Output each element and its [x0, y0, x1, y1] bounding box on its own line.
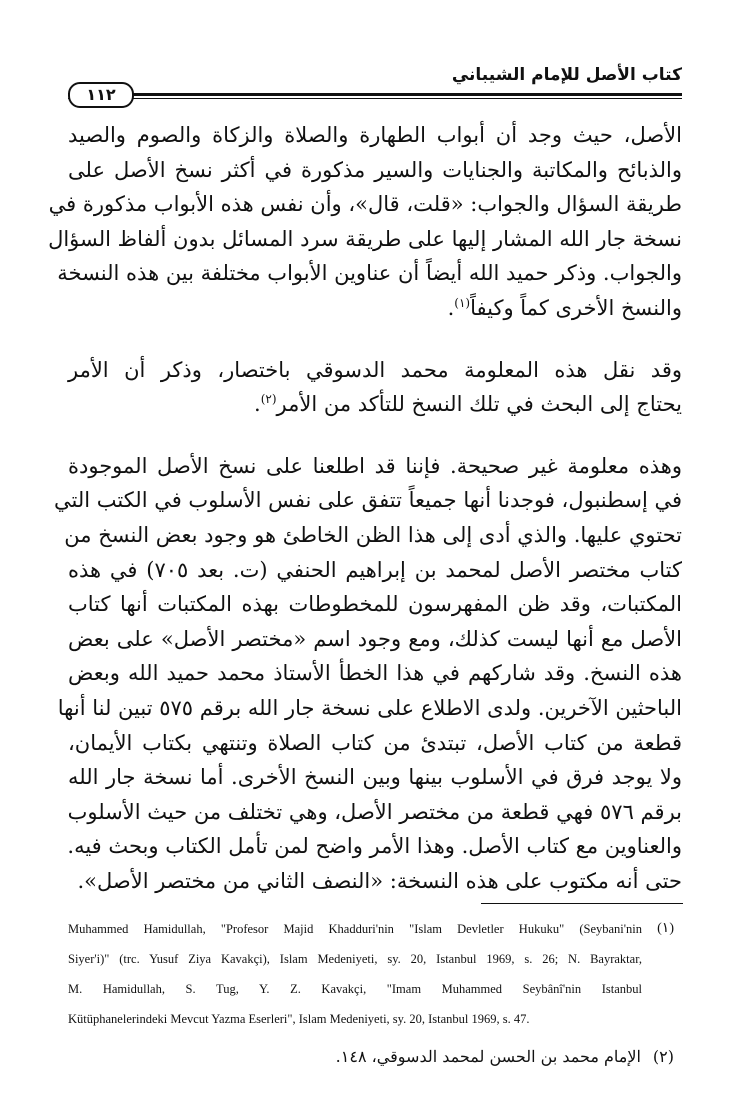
- text-line: والجواب. وذكر حميد الله أيضاً أن عناوين الأبواب مختلفة بين هذه النسخة: [57, 261, 682, 286]
- footnote-separator: [481, 903, 683, 904]
- footnote-2: [68, 1042, 682, 1072]
- text-line-content: والنسخ الأخرى كماً وكيفاً: [470, 295, 682, 320]
- footnote-text: الإمام محمد بن الحسن لمحمد الدسوقي، ١٤٨.: [335, 1047, 641, 1066]
- text-line: كتاب مختصر الأصل لمحمد بن إبراهيم الحنفي (ت. بعد ٧٠٥) في هذه: [68, 557, 683, 582]
- paragraph-3: [54, 449, 683, 899]
- text-line: [68, 387, 682, 422]
- footnote-line: Muhammed Hamidullah, "Profesor Majid Khadduri'nin "Islam Devletler Hukuku" (Seybani'nin: [68, 922, 642, 936]
- sentence-end: .: [254, 392, 261, 417]
- paragraph-2: [68, 353, 682, 422]
- text-line: الباحثين الآخرين. ولدى الاطلاع على نسخة جار الله برقم ٥٧٥ تبين لنا أنها: [57, 695, 682, 720]
- footnote-line: Kütüphanelerindeki Mevcut Yazma Eserleri", Islam Medeniyeti, sy. 20, Istanbul 1969, s. 47.: [68, 1012, 530, 1026]
- text-line: قطعة من كتاب الأصل، تبتدئ من كتاب الصلاة وتنتهي بكتاب الأيمان،: [68, 730, 682, 755]
- sentence-end: .: [447, 295, 455, 320]
- text-line: والعناوين مع كتاب الأصل. وهذا الأمر واضح لمن تأمل الكتاب وبحث فيه.: [67, 834, 682, 859]
- footnote-number: (١): [657, 921, 674, 936]
- text-line: برقم ٥٧٦ فهي قطعة من مختصر الأصل، وهي تختلف من حيث الأسلوب: [67, 799, 682, 824]
- text-line: هذه النسخ. وقد شاركهم في هذا الخطأ الأستاذ محمد حميد الله وبعض: [68, 661, 682, 686]
- text-line: ولا يوجد فرق في الأسلوب بينها وبين النسخ الأخرى. أما نسخة جار الله: [68, 765, 682, 790]
- header-rule: [68, 93, 682, 96]
- text-line: والذبائح والمكاتبة والجنايات والسير مذكورة في أكثر نسخ الأصل على: [68, 157, 682, 182]
- text-line: الأصل مع أنها ليست كذلك، ومع وجود اسم «مختصر الأصل» على بعض: [68, 626, 682, 651]
- footnote-line: M. Hamidullah, S. Tug, Y. Z. Kavakçi, "Imam Muhammed Seybânî'nin Istanbul: [68, 982, 642, 996]
- page-number: ١١٢: [68, 82, 134, 108]
- footnote-ref-1: (١): [454, 295, 471, 310]
- footnote-line: Siyer'i)" (trc. Yusuf Ziya Kavakçi), Islam Medeniyeti, sy. 20, Istanbul 1969, s. 26; N. Bayraktar,: [68, 952, 642, 966]
- text-line: في إسطنبول، فوجدنا أنها جميعاً تتفق على نفس الأسلوب في الكتب التي: [54, 488, 682, 513]
- text-line: نسخة جار الله المشار إليها على طريقة سرد المسائل بدون ألفاظ السؤال: [48, 226, 682, 251]
- running-title: كتاب الأصل للإمام الشيباني: [451, 65, 682, 85]
- page-header: [68, 56, 682, 112]
- text-line: المكتبات، وقد ظن المفهرسون للمخطوطات بهذه المكتبات أنها كتاب: [68, 592, 682, 617]
- text-line: وهذه معلومة غير صحيحة. فإننا قد اطلعنا على نسخ الأصل الموجودة: [68, 453, 682, 478]
- text-line: تحتوي عليها. والذي أدى إلى هذا الظن الخاطئ هو وجود بعض النسخ من: [64, 522, 682, 547]
- footnote-text: [68, 914, 682, 1034]
- text-line: طريقة السؤال والجواب: «قلت، قال»، وأن نفس هذه الأبواب مذكورة في: [48, 192, 682, 217]
- text-line: الأصل، حيث وجد أن أبواب الطهارة والصلاة والزكاة والصوم والصيد: [68, 123, 682, 147]
- footnote-1: [68, 914, 682, 1034]
- footnote-number: (٢): [652, 1047, 674, 1066]
- main-text: [48, 118, 683, 898]
- text-line: وقد نقل هذه المعلومة محمد الدسوقي باختصار، وذكر أن الأمر: [68, 357, 682, 382]
- footnote-ref-2: (٢): [260, 392, 277, 407]
- text-line: حتى أنه مكتوب على هذه النسخة: «النصف الثاني من مختصر الأصل».: [77, 868, 682, 893]
- footnotes: [68, 914, 682, 1072]
- text-line-content: يحتاج إلى البحث في تلك النسخ للتأكد من الأمر: [276, 392, 682, 417]
- header-rule-thin: [68, 98, 682, 99]
- text-line: [68, 291, 682, 326]
- paragraph-1: [48, 118, 682, 326]
